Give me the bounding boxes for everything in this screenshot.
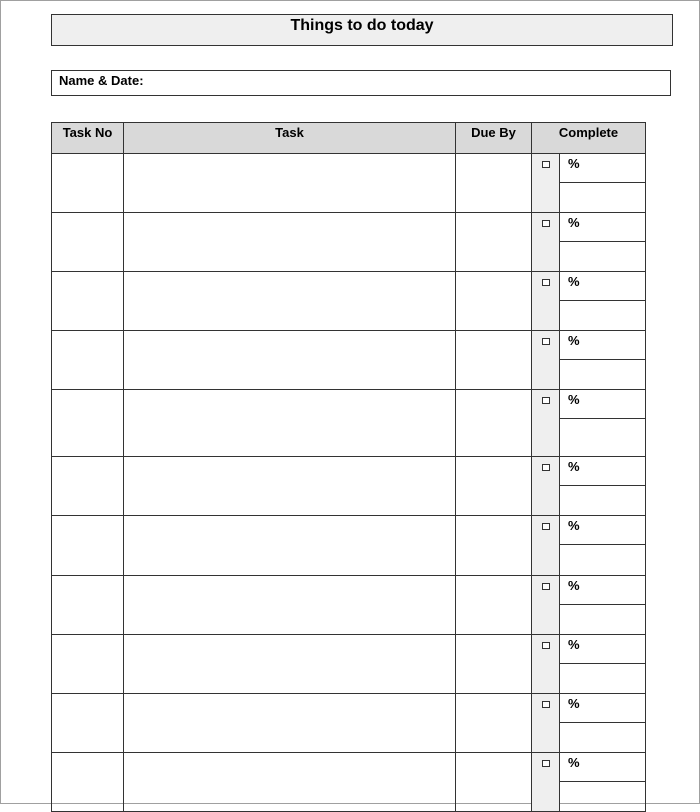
percent-notes-cell[interactable]: [560, 723, 646, 753]
percent-symbol: %: [568, 333, 580, 348]
percent-cell[interactable]: [560, 576, 646, 605]
table-row: [52, 576, 646, 605]
complete-checkbox[interactable]: [542, 642, 550, 649]
complete-checkbox-cell: [532, 331, 560, 390]
complete-checkbox-cell: [532, 635, 560, 694]
task-no-cell[interactable]: [52, 635, 124, 694]
complete-checkbox-cell: [532, 154, 560, 213]
table-row: [52, 154, 646, 183]
task-no-cell[interactable]: [52, 576, 124, 635]
name-date-label: Name & Date:: [59, 73, 144, 88]
percent-symbol: %: [568, 459, 580, 474]
task-cell[interactable]: [124, 576, 456, 635]
percent-notes-cell[interactable]: [560, 301, 646, 331]
due-by-cell[interactable]: [456, 576, 532, 635]
percent-notes-cell[interactable]: [560, 419, 646, 457]
task-cell[interactable]: [124, 516, 456, 576]
complete-checkbox[interactable]: [542, 523, 550, 530]
task-cell[interactable]: [124, 390, 456, 457]
complete-checkbox[interactable]: [542, 701, 550, 708]
percent-cell[interactable]: [560, 635, 646, 664]
table-header-row: [52, 123, 646, 154]
percent-symbol: %: [568, 215, 580, 230]
task-cell[interactable]: [124, 753, 456, 812]
task-cell[interactable]: [124, 154, 456, 213]
due-by-cell[interactable]: [456, 635, 532, 694]
complete-checkbox-cell: [532, 576, 560, 635]
task-no-cell[interactable]: [52, 516, 124, 576]
task-no-cell[interactable]: [52, 753, 124, 812]
complete-checkbox[interactable]: [542, 583, 550, 590]
complete-checkbox[interactable]: [542, 279, 550, 286]
header-task: Task: [124, 123, 456, 154]
percent-cell[interactable]: [560, 213, 646, 242]
percent-cell[interactable]: [560, 457, 646, 486]
task-cell[interactable]: [124, 694, 456, 753]
task-cell[interactable]: [124, 457, 456, 516]
table-row: [52, 457, 646, 486]
complete-checkbox-cell: [532, 457, 560, 516]
page-title-box: [51, 14, 673, 46]
due-by-cell[interactable]: [456, 390, 532, 457]
due-by-cell[interactable]: [456, 272, 532, 331]
due-by-cell[interactable]: [456, 457, 532, 516]
due-by-cell[interactable]: [456, 516, 532, 576]
percent-notes-cell[interactable]: [560, 486, 646, 516]
complete-checkbox[interactable]: [542, 397, 550, 404]
complete-checkbox[interactable]: [542, 220, 550, 227]
complete-checkbox-cell: [532, 272, 560, 331]
complete-checkbox-cell: [532, 213, 560, 272]
task-cell[interactable]: [124, 331, 456, 390]
table-row: [52, 516, 646, 545]
due-by-cell[interactable]: [456, 753, 532, 812]
percent-symbol: %: [568, 637, 580, 652]
percent-cell[interactable]: [560, 272, 646, 301]
due-by-cell[interactable]: [456, 331, 532, 390]
percent-symbol: %: [568, 392, 580, 407]
task-no-cell[interactable]: [52, 154, 124, 213]
complete-checkbox-cell: [532, 516, 560, 576]
table-row: [52, 213, 646, 242]
due-by-cell[interactable]: [456, 213, 532, 272]
complete-checkbox[interactable]: [542, 464, 550, 471]
complete-checkbox-cell: [532, 694, 560, 753]
percent-symbol: %: [568, 696, 580, 711]
header-due-by: Due By: [456, 123, 532, 154]
task-no-cell[interactable]: [52, 213, 124, 272]
table-row: [52, 272, 646, 301]
complete-checkbox[interactable]: [542, 161, 550, 168]
task-no-cell[interactable]: [52, 272, 124, 331]
table-row: [52, 694, 646, 723]
percent-symbol: %: [568, 578, 580, 593]
percent-cell[interactable]: [560, 390, 646, 419]
percent-symbol: %: [568, 518, 580, 533]
task-cell[interactable]: [124, 272, 456, 331]
task-no-cell[interactable]: [52, 331, 124, 390]
percent-cell[interactable]: [560, 154, 646, 183]
percent-symbol: %: [568, 274, 580, 289]
complete-checkbox-cell: [532, 753, 560, 812]
percent-cell[interactable]: [560, 331, 646, 360]
due-by-cell[interactable]: [456, 154, 532, 213]
percent-notes-cell[interactable]: [560, 782, 646, 812]
todo-table: [51, 122, 646, 812]
percent-notes-cell[interactable]: [560, 360, 646, 390]
complete-checkbox-cell: [532, 390, 560, 457]
table-row: [52, 635, 646, 664]
complete-checkbox[interactable]: [542, 760, 550, 767]
percent-symbol: %: [568, 755, 580, 770]
percent-cell[interactable]: [560, 753, 646, 782]
percent-symbol: %: [568, 156, 580, 171]
complete-checkbox[interactable]: [542, 338, 550, 345]
percent-notes-cell[interactable]: [560, 664, 646, 694]
table-row: [52, 753, 646, 782]
percent-cell[interactable]: [560, 694, 646, 723]
percent-notes-cell[interactable]: [560, 545, 646, 576]
table-row: [52, 331, 646, 360]
task-no-cell[interactable]: [52, 694, 124, 753]
task-cell[interactable]: [124, 213, 456, 272]
task-no-cell[interactable]: [52, 390, 124, 457]
percent-cell[interactable]: [560, 516, 646, 545]
percent-notes-cell[interactable]: [560, 183, 646, 213]
task-cell[interactable]: [124, 635, 456, 694]
page-title: Things to do today: [290, 17, 434, 34]
percent-notes-cell[interactable]: [560, 605, 646, 635]
due-by-cell[interactable]: [456, 694, 532, 753]
percent-notes-cell[interactable]: [560, 242, 646, 272]
header-complete: Complete: [532, 123, 646, 154]
task-no-cell[interactable]: [52, 457, 124, 516]
name-date-field[interactable]: [51, 70, 671, 96]
header-task-no: Task No: [52, 123, 124, 154]
table-row: [52, 390, 646, 419]
